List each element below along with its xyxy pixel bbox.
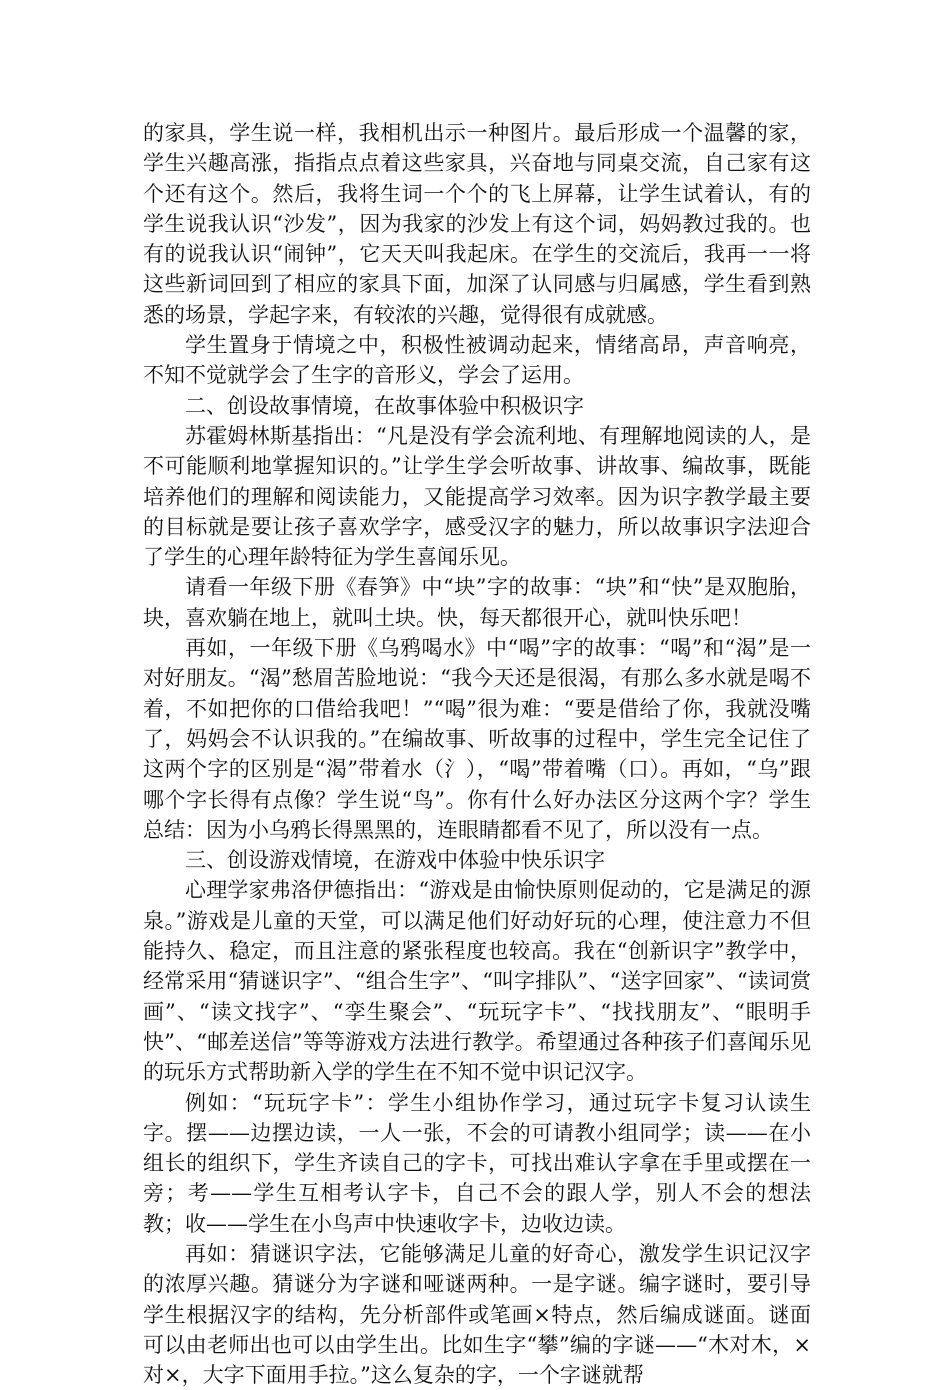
paragraph-2: 学生置身于情境之中，积极性被调动起来，情绪高昂，声音响亮，不知不觉就学会了生字的音形义，学会了运用。 <box>143 333 811 388</box>
paragraph-1: 的家具，学生说一样，我相机出示一种图片。最后形成一个温馨的家，学生兴趣高涨，指指点点着这些家具，兴奋地与同桌交流，自己家有这个还有这个。然后，我将生词一个个的飞上屏幕，让学生试着认，有的学生说我认识“沙发”，因为我家的沙发上有这个词，妈妈教过我的。也有的说我认识“闹钟”，它天天叫我起床。在学生的交流后，我再一一将这些新词回到了相应的家具下面，加深了认同感与归属感，学生看到熟悉的场景，学起字来，有较浓的兴趣，觉得很有成就感。 <box>143 121 811 327</box>
paragraph-10: 再如：猜谜识字法，它能够满足儿童的好奇心，激发学生识记汉字的浓厚兴趣。猜谜分为字谜和哑谜两种。一是字谜。编字谜时，要引导学生根据汉字的结构，先分析部件或笔画×特点，然后编成谜面。谜面可以由老师出也可以由学生出。比如生字“攀”编的字谜——“木对木，×对×，大字下面用手拉。”这么复杂的字，一个字谜就帮 <box>143 1241 811 1388</box>
paragraph-8: 心理学家弗洛伊德指出：“游戏是由愉快原则促动的，它是满足的源泉。”游戏是儿童的天堂，可以满足他们好动好玩的心理，使注意力不但能持久、稳定，而且注意的紧张程度也较高。我在“创新识字”教学中，经常采用“猜谜识字”、“组合生字”、“叫字排队”、“送字回家”、“读词赏画”、“读文找字”、“孪生聚会”、“玩玩字卡”、“找找朋友”、“眼明手快”、“邮差送信”等等游戏方法进行教学。希望通过各种孩子们喜闻乐见的玩乐方式帮助新入学的学生在不知不觉中识记汉字。 <box>143 878 811 1085</box>
document-page <box>143 118 811 1390</box>
paragraph-5: 请看一年级下册《春笋》中“块”字的故事：“块”和“快”是双胞胎，块，喜欢躺在地上，就叫土块。快，每天都很开心，就叫快乐吧！ <box>143 575 811 630</box>
paragraph-4: 苏霍姆林斯基指出：“凡是没有学会流利地、有理解地阅读的人，是不可能顺利地掌握知识的。”让学生学会听故事、讲故事、编故事，既能培养他们的理解和阅读能力，又能提高学习效率。因为识字教学最主要的目标就是要让孩子喜欢学字，感受汉字的魅力，所以故事识字法迎合了学生的心理年龄特征为学生喜闻乐见。 <box>143 423 811 570</box>
paragraph-9: 例如：“玩玩字卡”：学生小组协作学习，通过玩字卡复习认读生字。摆——边摆边读，一人一张，不会的可请教小组同学；读——在小组长的组织下，学生齐读自己的字卡，可找出难认字拿在手里或摆在一旁；考——学生互相考认字卡，自己不会的跟人学，别人不会的想法教；收——学生在小鸟声中快速收字卡，边收边读。 <box>143 1090 811 1236</box>
section-heading-2: 二、创设故事情境，在故事体验中积极识字 <box>185 393 584 418</box>
section-heading-3: 三、创设游戏情境，在游戏中体验中快乐识字 <box>185 848 605 873</box>
paragraph-6: 再如，一年级下册《乌鸦喝水》中“喝”字的故事：“喝”和“渴”是一对好朋友。“渴”愁眉苦脸地说：“我今天还是很渴，有那么多水就是喝不着，不如把你的口借给我吧！”“喝”很为难：“要是借给了你，我就没嘴了，妈妈会不认识我的。”在编故事、听故事的过程中，学生完全记住了这两个字的区别是“渴”带着水（氵），“喝”带着嘴（口）。再如，“乌”跟哪个字长得有点像？学生说“鸟”。你有什么好办法区分这两个字？学生总结：因为小乌鸦长得黑黑的，连眼睛都看不见了，所以没有一点。 <box>143 636 811 842</box>
